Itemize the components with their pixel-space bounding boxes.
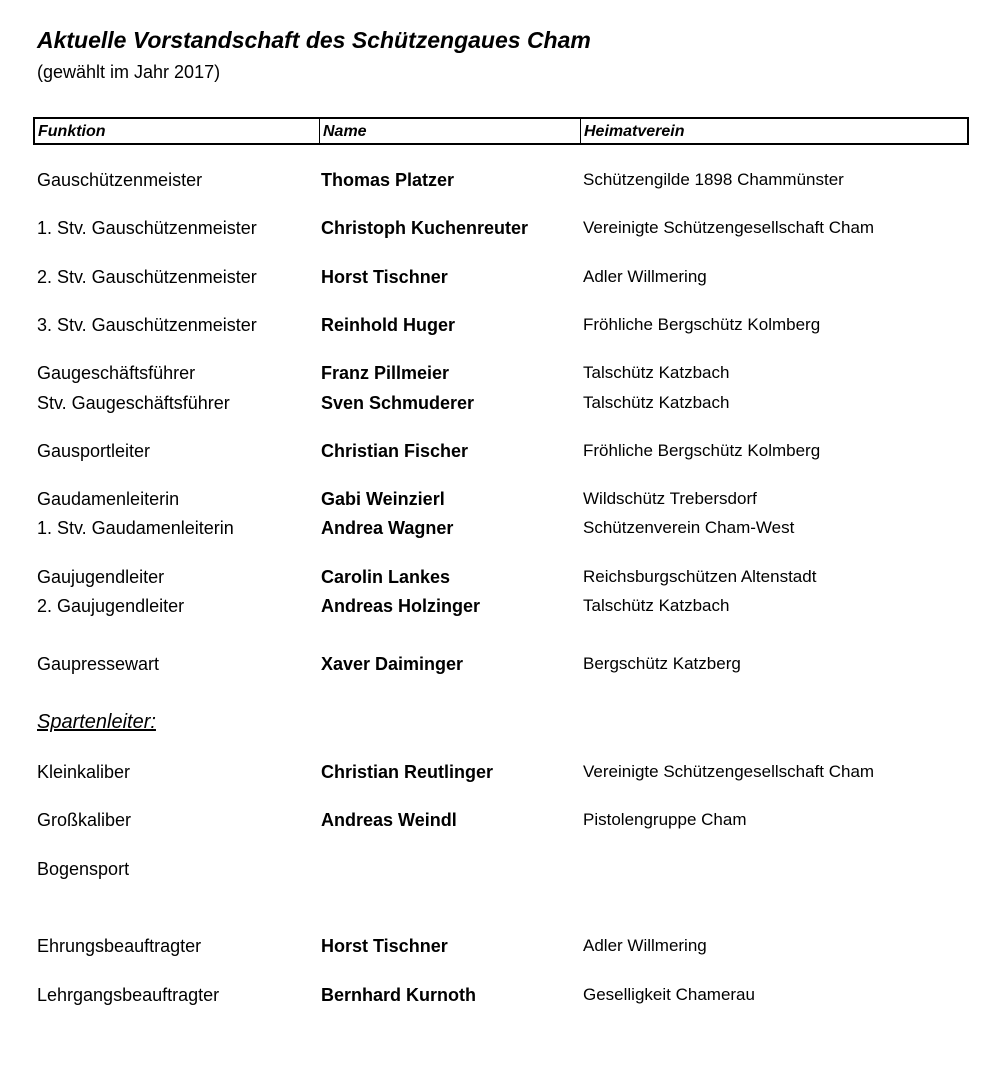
row-heimatverein: Talschütz Katzbach	[583, 596, 730, 615]
row-funktion: Stv. Gaugeschäftsführer	[37, 393, 230, 413]
row-name: Christian Reutlinger	[321, 762, 494, 782]
table-row	[0, 167, 1000, 193]
row-heimatverein: Schützenverein Cham-West	[583, 518, 795, 537]
row-name: Andreas Holzinger	[321, 596, 481, 616]
table-row	[0, 486, 1000, 512]
row-heimatverein: Fröhliche Bergschütz Kolmberg	[583, 441, 821, 460]
row-name: Andrea Wagner	[321, 518, 454, 538]
row-heimatverein: Talschütz Katzbach	[583, 393, 730, 412]
row-funktion: Gausportleiter	[37, 441, 151, 461]
table-row	[0, 759, 1000, 785]
row-funktion: Großkaliber	[37, 810, 132, 830]
row-heimatverein: Talschütz Katzbach	[583, 363, 730, 382]
column-header-funktion: Funktion	[38, 123, 106, 140]
table-row	[0, 312, 1000, 338]
page-subtitle: (gewählt im Jahr 2017)	[37, 62, 221, 82]
table-row	[0, 438, 1000, 464]
row-funktion: Lehrgangsbeauftragter	[37, 985, 220, 1005]
row-name: Franz Pillmeier	[321, 363, 450, 383]
row-name: Sven Schmuderer	[321, 393, 475, 413]
table-header	[33, 117, 969, 145]
table-row	[0, 564, 1000, 590]
row-name: Horst Tischner	[321, 267, 448, 287]
table-row	[0, 593, 1000, 619]
row-name: Bernhard Kurnoth	[321, 985, 476, 1005]
row-funktion: 1. Stv. Gaudamenleiterin	[37, 518, 234, 538]
table-row	[0, 360, 1000, 386]
row-name: Reinhold Huger	[321, 315, 455, 335]
row-heimatverein: Fröhliche Bergschütz Kolmberg	[583, 315, 821, 334]
table-row	[0, 264, 1000, 290]
column-header-name: Name	[319, 119, 580, 143]
row-heimatverein: Bergschütz Katzberg	[583, 654, 741, 673]
table-row	[0, 215, 1000, 241]
row-funktion: 1. Stv. Gauschützenmeister	[37, 218, 257, 238]
table-row	[0, 390, 1000, 416]
table-row	[0, 982, 1000, 1008]
row-funktion: Gaugeschäftsführer	[37, 363, 196, 383]
row-funktion: Bogensport	[37, 859, 130, 879]
table-row	[0, 651, 1000, 677]
row-funktion: Gaujugendleiter	[37, 567, 165, 587]
row-name: Thomas Platzer	[321, 170, 455, 190]
table-row	[0, 933, 1000, 959]
row-name: Xaver Daiminger	[321, 654, 464, 674]
row-heimatverein: Geselligkeit Chamerau	[583, 985, 755, 1004]
row-heimatverein: Wildschütz Trebersdorf	[583, 489, 757, 508]
row-name: Christoph Kuchenreuter	[321, 218, 529, 238]
page-title: Aktuelle Vorstandschaft des Schützengaues Cham	[37, 27, 591, 53]
section-heading-spartenleiter: Spartenleiter:	[37, 711, 156, 733]
row-funktion: 2. Gaujugendleiter	[37, 596, 185, 616]
row-heimatverein: Vereinigte Schützengesellschaft Cham	[583, 762, 875, 781]
row-funktion: Gauschützenmeister	[37, 170, 203, 190]
row-heimatverein: Pistolengruppe Cham	[583, 810, 747, 829]
table-row	[0, 515, 1000, 541]
row-funktion: 3. Stv. Gauschützenmeister	[37, 315, 257, 335]
row-heimatverein: Reichsburgschützen Altenstadt	[583, 567, 817, 586]
column-header-heimatverein: Heimatverein	[580, 119, 967, 143]
row-funktion: Kleinkaliber	[37, 762, 131, 782]
row-funktion: Gaudamenleiterin	[37, 489, 180, 509]
table-row	[0, 807, 1000, 833]
row-name: Christian Fischer	[321, 441, 469, 461]
row-funktion: Ehrungsbeauftragter	[37, 936, 202, 956]
table-row	[0, 856, 1000, 882]
row-name: Gabi Weinzierl	[321, 489, 445, 509]
row-heimatverein: Vereinigte Schützengesellschaft Cham	[583, 218, 875, 237]
row-name: Carolin Lankes	[321, 567, 451, 587]
row-funktion: Gaupressewart	[37, 654, 160, 674]
row-heimatverein: Adler Willmering	[583, 936, 707, 955]
row-funktion: 2. Stv. Gauschützenmeister	[37, 267, 257, 287]
row-heimatverein: Schützengilde 1898 Chammünster	[583, 170, 844, 189]
row-heimatverein: Adler Willmering	[583, 267, 707, 286]
row-name: Horst Tischner	[321, 936, 448, 956]
row-name: Andreas Weindl	[321, 810, 457, 830]
